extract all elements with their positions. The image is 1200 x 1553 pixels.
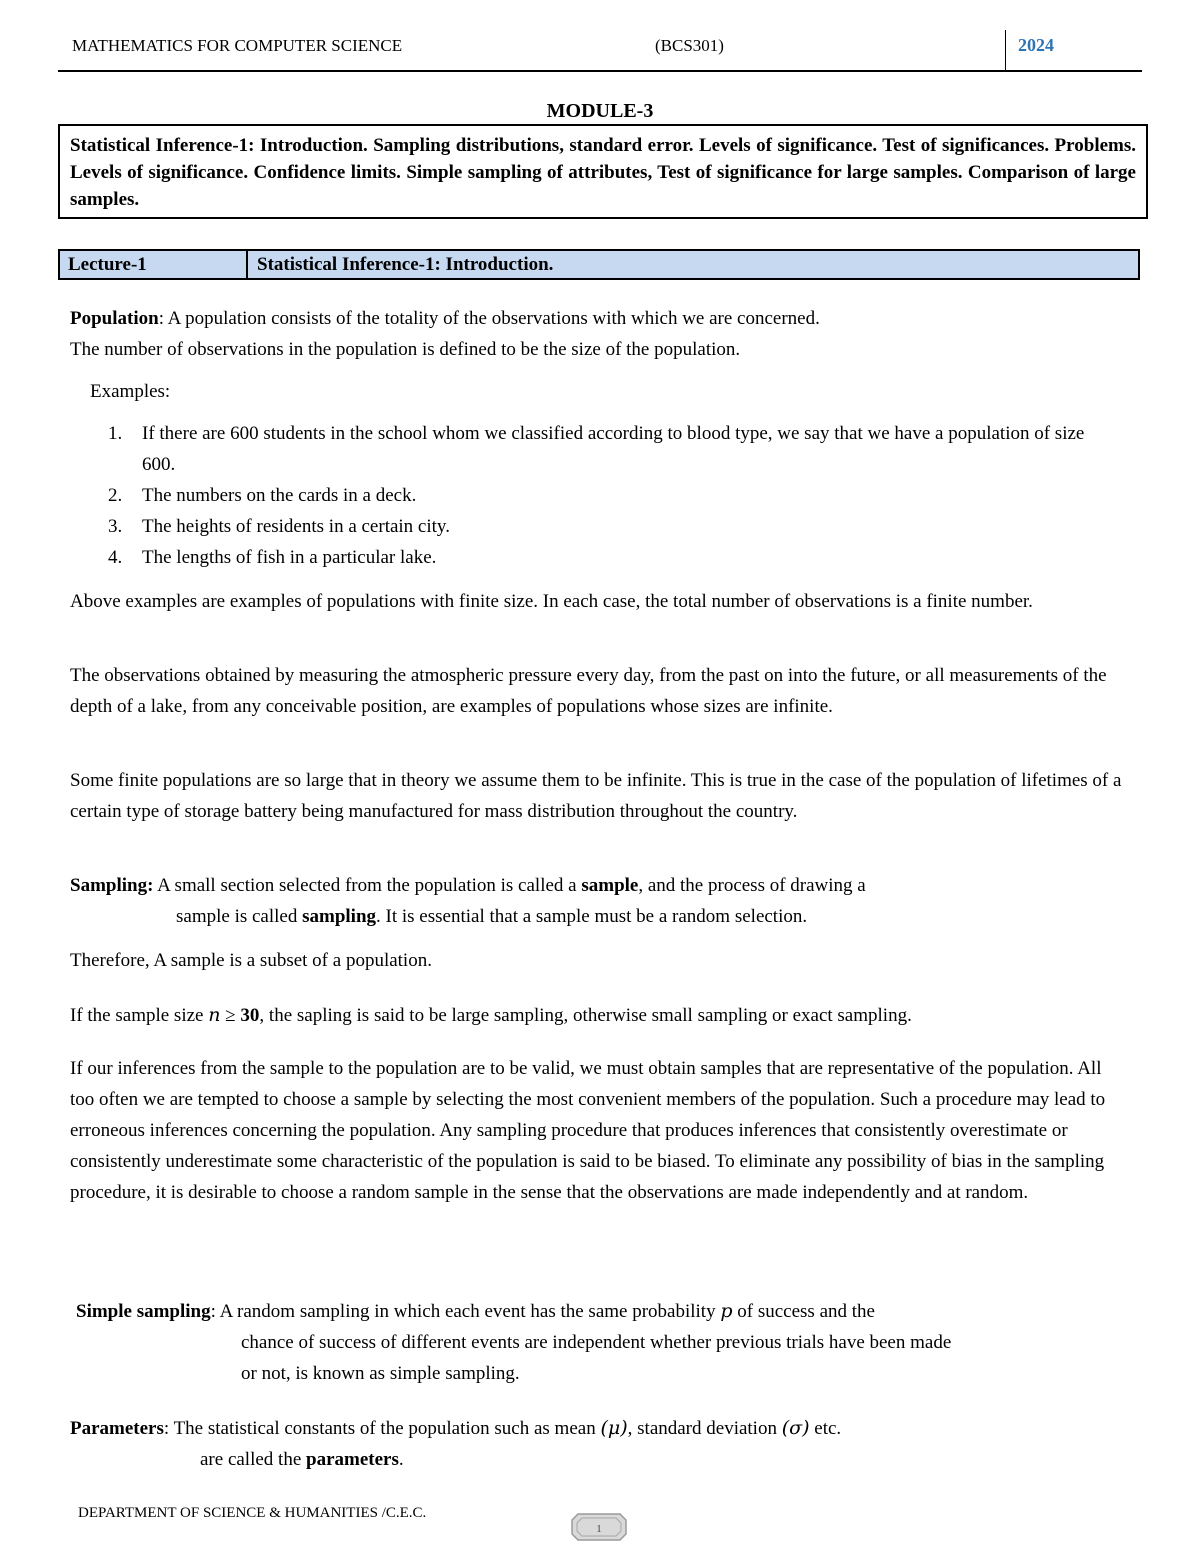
population-term: Population xyxy=(70,308,159,329)
sampling-definition xyxy=(70,870,1130,901)
math-sigma: (σ) xyxy=(781,1417,810,1439)
bias-paragraph: If our inferences from the sample to the population are to be valid, we must obtain samples that are representative of the population. All too often we are tempted to choose a sample by selecting the most convenient members of the population. Such a procedure may lead to erroneous inferences concerning the population. Any sampling procedure that produces inferences that consistently overestimate or consistently underestimate some characteristic of the population is said to be biased. To eliminate any possibility of bias in the sampling procedure, it is desirable to choose a random sample in the sense that the observations are made independently and at random. xyxy=(70,1058,1106,1203)
course-title: MATHEMATICS FOR COMPUTER SCIENCE xyxy=(72,36,403,55)
module-title: MODULE-3 xyxy=(546,100,654,122)
simple-sampling-line-3: or not, is known as simple sampling. xyxy=(241,1363,520,1384)
lecture-number: Lecture-1 xyxy=(60,251,248,278)
list-number: 2. xyxy=(108,485,123,506)
simple-sampling-line-2: chance of success of different events are independent whether previous trials have been made xyxy=(241,1332,952,1353)
course-code: (BCS301) xyxy=(655,36,724,55)
parameters-text-2c: . xyxy=(398,1449,404,1470)
sampling-word: sampling xyxy=(302,906,377,927)
math-p: p xyxy=(720,1300,733,1322)
list-item xyxy=(108,542,1108,573)
population-text: : A population consists of the totality of the observations with which we are concerned. xyxy=(158,308,820,329)
parameters-term: Parameters xyxy=(70,1418,164,1439)
parameters-text-2a: are called the xyxy=(200,1449,307,1470)
finite-paragraph: Above examples are examples of populations with finite size. In each case, the total number of observations is a finite number. xyxy=(70,591,1033,612)
math-thirty: 30 xyxy=(240,1005,260,1026)
simple-sampling-term: Simple sampling xyxy=(76,1301,211,1322)
infinite-paragraph: The observations obtained by measuring the atmospheric pressure every day, from the past on into the future, or all measurements of the depth of a lake, from any conceivable position, are examples of populations whose sizes are infinite. xyxy=(70,665,1107,717)
list-item xyxy=(108,418,1108,480)
simple-sampling-text-1b: of success and the xyxy=(732,1301,875,1322)
parameters-line-1 xyxy=(70,1413,1130,1444)
population-definition xyxy=(70,303,1130,334)
list-text: The numbers on the cards in a deck. xyxy=(142,485,417,506)
parameters-word: parameters xyxy=(306,1449,399,1470)
footer-department: DEPARTMENT OF SCIENCE & HUMANITIES /C.E.C. xyxy=(78,1505,427,1521)
sample-word: sample xyxy=(581,875,639,896)
lecture-bar xyxy=(58,249,1140,280)
header-rule xyxy=(58,70,1142,72)
math-mu: (μ) xyxy=(600,1417,628,1439)
header-divider xyxy=(1005,30,1006,72)
list-item xyxy=(108,480,1108,511)
lecture-title: Statistical Inference-1: Introduction. xyxy=(257,254,554,275)
simple-sampling-text-1a: : A random sampling in which each event has the same probability xyxy=(210,1301,721,1322)
list-number: 4. xyxy=(108,547,123,568)
sampling-definition-cont xyxy=(176,901,1126,932)
math-n: n xyxy=(208,1004,221,1026)
list-number: 1. xyxy=(108,423,123,444)
page-number-badge xyxy=(570,1512,628,1542)
simple-sampling-line-1 xyxy=(76,1296,1136,1327)
sampling-term: Sampling: xyxy=(70,875,154,896)
list-item xyxy=(108,511,1108,542)
syllabus-box: Statistical Inference-1: Introduction. Sampling distributions, standard error. Levels of significance. Test of significances. Problems. Levels of significance. Confidence limits. Simple sampling of attributes, Test of significance for large samples. Comparison of large samples. xyxy=(58,124,1148,219)
subset-statement: Therefore, A sample is a subset of a population. xyxy=(70,950,432,971)
list-text: If there are 600 students in the school whom we classified according to blood type, we say that we have a population of size 600. xyxy=(142,423,1085,475)
page-number: 1 xyxy=(596,1523,602,1535)
large-sampling-statement xyxy=(70,1000,1150,1031)
parameters-text-1b: , standard deviation xyxy=(627,1418,782,1439)
large-sampling-pre: If the sample size xyxy=(70,1005,209,1026)
list-text: The lengths of fish in a particular lake. xyxy=(142,547,437,568)
large-finite-paragraph: Some finite populations are so large that in theory we assume them to be infinite. This is true in the case of the population of lifetimes of a certain type of storage battery being manufactured for mass distribution throughout the country. xyxy=(70,770,1122,822)
sampling-text-1: A small section selected from the population is called a xyxy=(153,875,582,896)
list-number: 3. xyxy=(108,516,123,537)
math-ge: ≥ xyxy=(220,1005,241,1026)
parameters-text-1a: : The statistical constants of the population such as mean xyxy=(163,1418,601,1439)
large-sampling-post: , the sapling is said to be large sampling, otherwise small sampling or exact sampling. xyxy=(259,1005,912,1026)
population-size-definition: The number of observations in the population is defined to be the size of the population. xyxy=(70,339,741,360)
sampling-text-3: sample is called xyxy=(176,906,303,927)
header-year: 2024 xyxy=(1018,35,1054,55)
examples-label: Examples: xyxy=(90,381,171,402)
list-text: The heights of residents in a certain city. xyxy=(142,516,450,537)
sampling-text-2: , and the process of drawing a xyxy=(638,875,866,896)
parameters-text-1c: etc. xyxy=(809,1418,842,1439)
sampling-text-4: . It is essential that a sample must be a random selection. xyxy=(376,906,808,927)
parameters-line-2 xyxy=(200,1444,1100,1475)
